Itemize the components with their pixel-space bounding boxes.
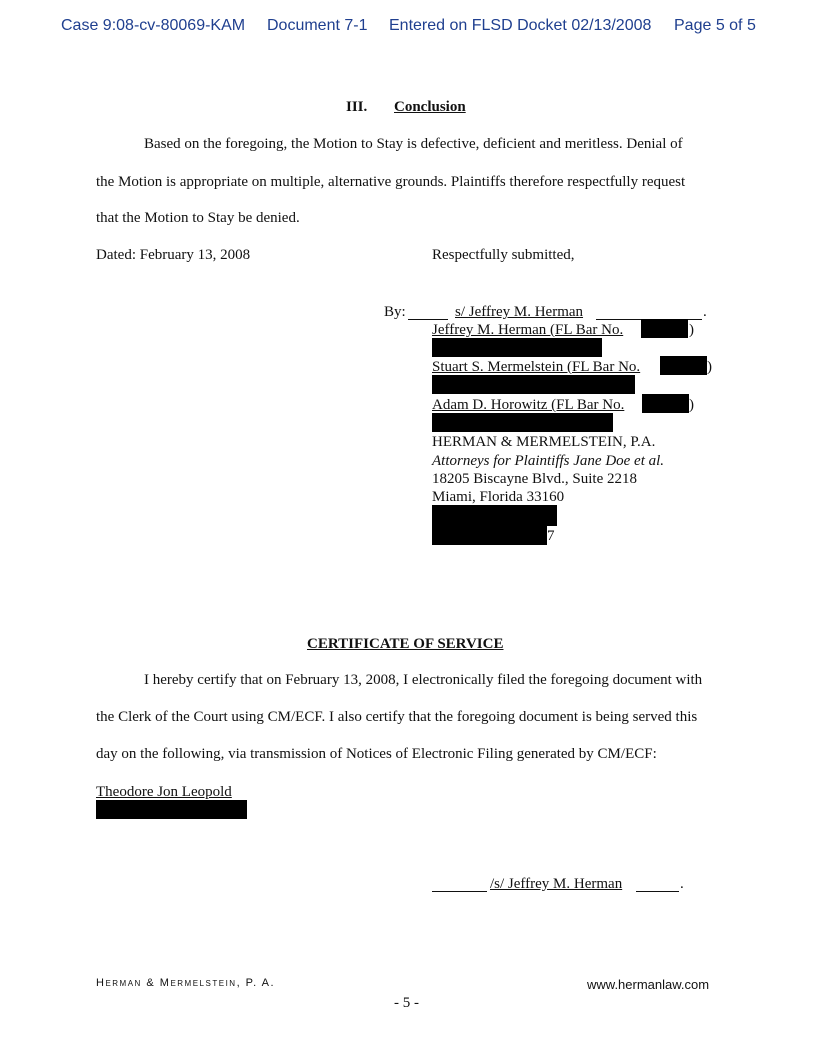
conclusion-line-2: the Motion is appropriate on multiple, alternative grounds. Plaintiffs therefore respectfully request xyxy=(96,174,686,190)
certificate-line-1: I hereby certify that on February 13, 2008, I electronically filed the foregoing document with xyxy=(144,672,703,688)
redaction-firm-phone xyxy=(432,505,557,526)
conclusion-line-1: Based on the foregoing, the Motion to Stay is defective, deficient and meritless. Denial of xyxy=(144,136,683,152)
redaction-horowitz-contact xyxy=(432,413,613,432)
attorney-horowitz-close: ) xyxy=(689,397,694,413)
attorney-horowitz: Adam D. Horowitz (FL Bar No. xyxy=(432,397,625,413)
signature-underline-left xyxy=(408,319,448,320)
certificate-sig-underline-left xyxy=(432,891,487,892)
attorney-mermelstein: Stuart S. Mermelstein (FL Bar No. xyxy=(432,359,641,375)
attorney-herman-close: ) xyxy=(689,322,694,338)
redaction-mermelstein-contact xyxy=(432,375,635,394)
firm-name: HERMAN & MERMELSTEIN, P.A. xyxy=(432,434,656,450)
document-number: Document 7-1 xyxy=(267,17,368,34)
redaction-bar-number-herman xyxy=(641,319,688,338)
redaction-served-contact xyxy=(96,800,247,819)
section-title: Conclusion xyxy=(394,99,466,115)
redaction-bar-number-horowitz xyxy=(642,394,689,413)
firm-role: Attorneys for Plaintiffs Jane Doe et al. xyxy=(432,453,665,469)
docket-entry: Entered on FLSD Docket 02/13/2008 xyxy=(389,17,652,34)
redaction-firm-fax xyxy=(432,526,547,545)
attorney-herman: Jeffrey M. Herman (FL Bar No. xyxy=(432,322,624,338)
footer-firm-name: Herman & Mermelstein, P. A. xyxy=(96,977,275,989)
certificate-period: . xyxy=(680,876,684,892)
dated-line: Dated: February 13, 2008 xyxy=(96,247,251,263)
by-label: By: xyxy=(384,304,406,320)
section-number: III. xyxy=(346,99,368,115)
certificate-line-3: day on the following, via transmission of Notices of Electronic Filing generated by CM/ECF: xyxy=(96,746,657,762)
fax-fragment: 7 xyxy=(547,528,555,544)
conclusion-line-3: that the Motion to Stay be denied. xyxy=(96,210,300,226)
certificate-title: CERTIFICATE OF SERVICE xyxy=(307,636,504,652)
electronic-signature: s/ Jeffrey M. Herman xyxy=(455,304,584,320)
firm-address-2: Miami, Florida 33160 xyxy=(432,489,565,505)
certificate-sig-underline-right xyxy=(636,891,679,892)
redaction-bar-number-mermelstein xyxy=(660,356,707,375)
page-count: Page 5 of 5 xyxy=(674,17,756,34)
attorney-mermelstein-close: ) xyxy=(707,359,712,375)
page-number: - 5 - xyxy=(394,995,419,1011)
case-number: Case 9:08-cv-80069-KAM xyxy=(61,17,246,34)
respectfully-submitted: Respectfully submitted, xyxy=(432,247,575,263)
certificate-line-2: the Clerk of the Court using CM/ECF. I also certify that the foregoing document is being served this xyxy=(96,709,698,725)
redaction-herman-contact xyxy=(432,338,602,357)
served-party: Theodore Jon Leopold xyxy=(96,784,232,800)
certificate-signature: /s/ Jeffrey M. Herman xyxy=(490,876,623,892)
signature-period: . xyxy=(703,304,707,320)
footer-website: www.hermanlaw.com xyxy=(587,977,710,992)
firm-address-1: 18205 Biscayne Blvd., Suite 2218 xyxy=(432,471,637,487)
